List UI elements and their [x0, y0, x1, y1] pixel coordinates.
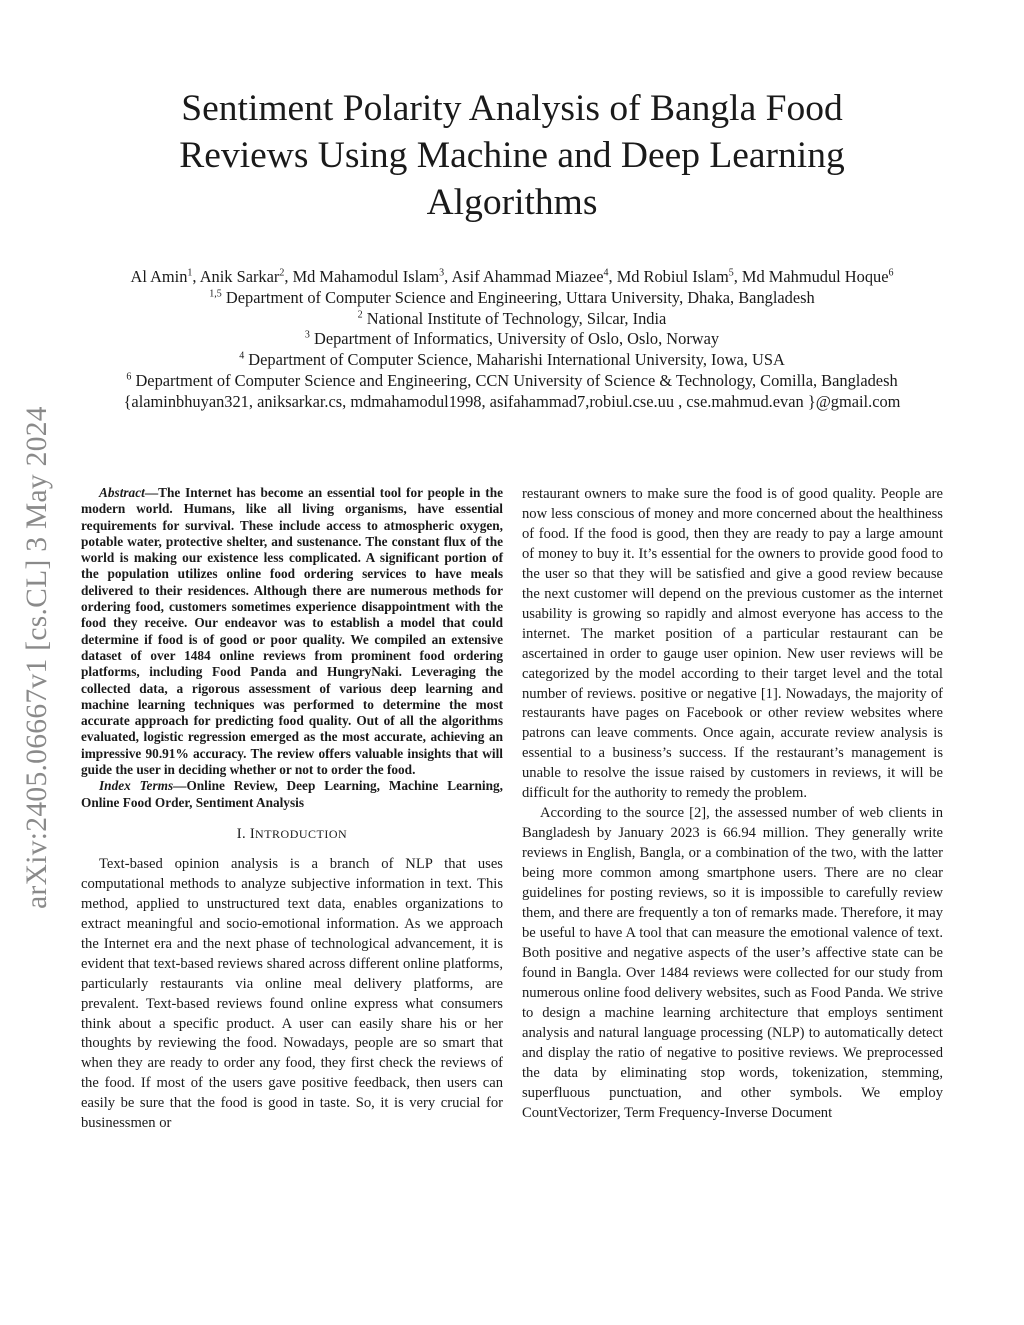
author-affil-sup: 2: [279, 267, 285, 279]
author-affil-sup: 6: [888, 267, 894, 279]
left-column: [81, 485, 503, 1134]
author-name: Al Amin: [130, 267, 188, 286]
affiliation: [40, 329, 984, 350]
affiliation: [40, 309, 984, 330]
author-name: Md Mahamodul Islam: [292, 267, 440, 286]
section-heading: [81, 825, 503, 845]
author-name: Asif Ahammad Miazee: [451, 267, 604, 286]
abstract-label: Abstract: [99, 485, 145, 500]
index-terms-label: Index Terms: [99, 778, 174, 794]
affiliation-text: Department of Informatics, University of Oslo, Oslo, Norway: [313, 329, 720, 349]
title-line: Reviews Using Machine and Deep Learning: [179, 135, 845, 176]
affiliation-text: Department of Computer Science and Engineering, CCN University of Science & Technology, Comilla, Bangladesh: [135, 370, 898, 390]
author-affil-sup: 4: [603, 267, 609, 279]
section-title-initial: I: [249, 825, 256, 842]
title-line: Sentiment Polarity Analysis of Bangla Food: [181, 88, 843, 129]
affiliation: [40, 371, 984, 392]
paper-title: [80, 85, 944, 226]
affiliation-sup: 4: [239, 350, 245, 362]
arxiv-stamp-text: arXiv:2405.06667v1 [cs.CL] 3 May 2024: [20, 405, 53, 909]
intro-paragraph: Text-based opinion analysis is a branch of NLP that uses computational methods to analyze subjective information in text. This method, applied to unstructured text data, enables organizations to extract meaningful and socio-emotional information. As we approach the Internet era and the next phase of technological advancement, it is evident that text-based reviews shared across different online platforms, particularly restaurants via online meal delivery platforms, are prevalent. Text-based reviews found online express what consumers think about a specific product. A user can easily share his or her thoughts by reviewing the food. Nowadays, people are so smart that when they are ready to order any food, they first check the reviews of the food. If most of the users gave positive feedback, then users can easily be sure that the food is good in taste. So, it is very crucial for businessmen or: [81, 855, 503, 1132]
author-affil-sup: 5: [728, 267, 734, 279]
author-block: [40, 267, 984, 413]
affiliation-text: National Institute of Technology, Silcar, India: [366, 308, 667, 328]
author-affil-sup: 3: [439, 267, 445, 279]
arxiv-stamp: [14, 352, 60, 962]
author-affil-sup: 1: [187, 267, 193, 279]
affiliation-sup: 2: [357, 309, 363, 321]
body-paragraph: According to the source [2], the assessed number of web clients in Bangladesh by January 2023 is 66.94 million. They generally write reviews in English, Bangla, or a combination of the two, with the latter being more common among smartphone users. There are no clear guidelines for posting reviews, so it is impossible to carefully review them, and there are frequently a ton of remarks made. Therefore, it may be useful to have A tool that can measure the emotional valence of text. Both positive and negative aspects of the user’s affective state can be found in Bangla. Over 1484 reviews were collected for our study from numerous online food delivery websites, such as Food Panda. We strive to design a machine learning architecture that employs sentiment analysis and natural language processing (NLP) to automatically detect and display the ratio of negative to positive reviews. We preprocessed the data by eliminating stop words, tokenization, stemming, superfluous punctuation, and other symbols. We employ CountVectorizer, Term Frequency-Inverse Document: [522, 805, 943, 1121]
author-name: Md Mahmudul Hoque: [741, 267, 889, 286]
affiliation: [40, 350, 984, 371]
affiliation-sup: 1,5: [209, 288, 222, 300]
author-emails: {alaminbhuyan321, aniksarkar.cs, mdmahamodul1998, asifahammad7,robiul.cse.uu , cse.mahmud.evan }@gmail.com: [123, 391, 901, 411]
affiliation-text: Department of Computer Science and Engineering, Uttara University, Dhaka, Bangladesh: [225, 287, 815, 307]
author-name: Md Robiul Islam: [616, 267, 729, 286]
index-terms-dash: —: [173, 778, 187, 794]
affiliation-text: Department of Computer Science, Maharishi International University, Iowa, USA: [248, 350, 785, 370]
affiliation: [40, 288, 984, 309]
abstract: [81, 485, 503, 778]
author-list: Al Amin$^1$, Anik Sarkar$^2$, Md Mahamodul Islam$^3$, Asif Ahammad Miazee$^4$, Md Robiul Islam$^5$, Md Mahmudul Hoque$^6$: [130, 267, 894, 286]
index-terms-text: Online Review, Deep Learning, Machine Learning, Online Food Order, Sentiment Analysis: [81, 778, 503, 810]
affiliation-sup: 6: [126, 371, 132, 383]
index-terms: [81, 778, 503, 811]
abstract-text: The Internet has become an essential tool for people in the modern world. Humans, like all living organisms, have essential requirements for survival. These include access to atmospheric oxygen, potable water, protective shelter, and sustenance. The constant flux of the world is making our existence less complicated. A significant portion of the population utilizes online food ordering services to have meals delivered to their residences. Although there are numerous methods for ordering food, customers sometimes experience disappointment with the food they receive. Our endeavor was to establish a model that could determine if food is of good or poor quality. We compiled an extensive dataset of over 1484 online reviews from prominent food ordering platforms, including Food Panda and HungryNaki. Leveraging the collected data, a rigorous assessment of various deep learning and machine learning techniques was performed to determine the most accurate approach for predicting food quality. Out of all the algorithms evaluated, logistic regression emerged as the most accurate, achieving an impressive 90.91% accuracy. The review offers valuable insights that will guide the user in deciding whether or not to order the food.: [81, 485, 503, 778]
right-column: [522, 485, 943, 1124]
affiliation-sup: 3: [304, 329, 310, 341]
section-number: I.: [236, 825, 250, 842]
author-name: Anik Sarkar: [199, 267, 280, 286]
section-title-rest: NTRODUCTION: [255, 826, 348, 841]
title-line: Algorithms: [426, 182, 598, 223]
body-paragraph: restaurant owners to make sure the food is of good quality. People are now less conscious of money and more concerned about the healthiness of food. If the food is good, then they are ready to pay a large amount of money to buy it. It’s essential for the owners to provide good food to the user so that they will be satisfied and give a good review because the next customer will depend on the previous customer as the internet usability is growing so rapidly and almost everyone has access to the internet. The market position of a particular restaurant can be ascertained in order to gauge user opinion. New user reviews will be categorized by the model according to their target level and the total number of reviews. positive or negative [1]. Nowadays, the majority of restaurants have pages on Facebook or other review websites where patrons can leave comments. Once again, accurate review analysis is essential to a business’s success. If the restaurant’s management is unable to resolve the issue raised by customers in reviews, it will be difficult for the authority to remedy the problem.: [522, 486, 943, 802]
abstract-dash: —: [144, 485, 159, 500]
